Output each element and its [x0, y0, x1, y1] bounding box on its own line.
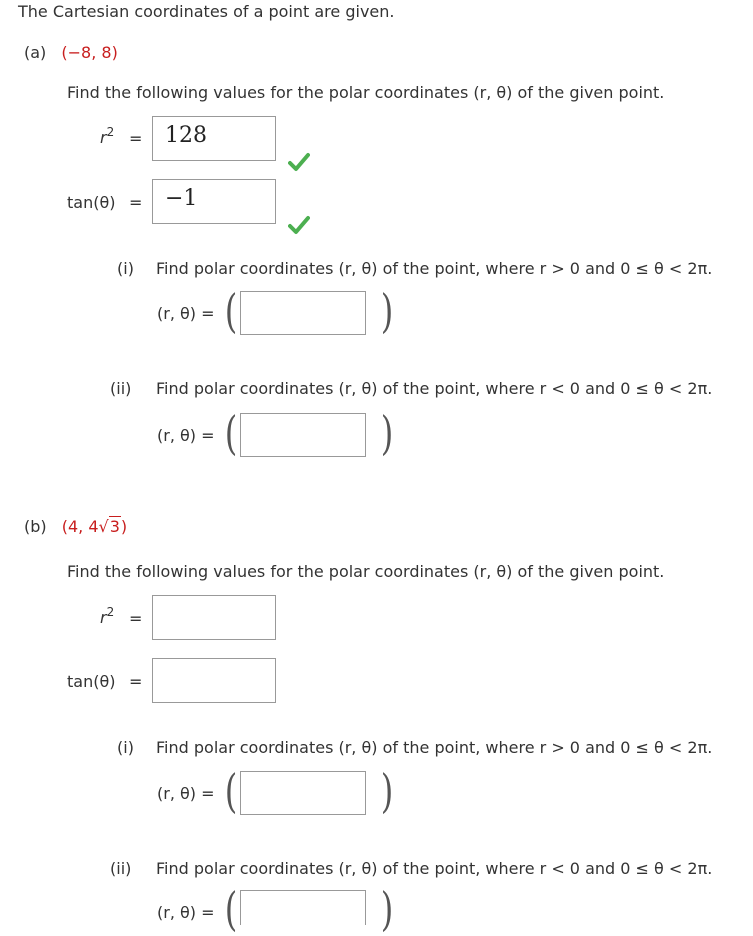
part-b-find-text: Find the following values for the polar coordinates (r, θ) of the given point.	[67, 562, 665, 581]
part-a-ii-open-paren: (	[224, 406, 238, 460]
part-b-i-num: (i)	[117, 738, 134, 757]
part-b-tan-input[interactable]	[152, 658, 276, 703]
part-a-point: (−8, 8)	[61, 43, 118, 62]
part-a-tan-input[interactable]: −1	[152, 179, 276, 224]
intro-text: The Cartesian coordinates of a point are given.	[18, 2, 395, 21]
part-b-i-input[interactable]	[240, 771, 366, 815]
part-b-i-close-paren: )	[380, 764, 394, 818]
part-a-i-close-paren: )	[380, 284, 394, 338]
part-a-r2-input[interactable]: 128	[152, 116, 276, 161]
part-a-r2-equals: =	[129, 129, 143, 148]
part-a-i-prompt: Find polar coordinates (r, θ) of the point, where r > 0 and 0 ≤ θ < 2π.	[156, 259, 713, 278]
part-a-i-open-paren: (	[224, 284, 238, 338]
part-b-point: (4, 4√3)	[61, 517, 128, 536]
part-b-r2-equals: =	[129, 609, 143, 628]
part-a-find-text: Find the following values for the polar coordinates (r, θ) of the given point.	[67, 83, 665, 102]
part-a-ii-close-paren: )	[380, 406, 394, 460]
part-b-tan-label: tan(θ)	[67, 672, 116, 691]
part-b-i-coord-label: (r, θ) =	[157, 784, 215, 803]
part-a-header	[24, 43, 118, 62]
part-b-i-open-paren: (	[224, 764, 238, 818]
part-a-tan-check-icon	[288, 215, 310, 235]
part-a-ii-prompt: Find polar coordinates (r, θ) of the point, where r < 0 and 0 ≤ θ < 2π.	[156, 379, 713, 398]
part-b-ii-close-paren: )	[380, 882, 394, 936]
part-a-r2-check-icon	[288, 152, 310, 172]
part-a-tan-equals: =	[129, 193, 143, 212]
part-a-i-coord-label: (r, θ) =	[157, 304, 215, 323]
part-a-label: (a)	[24, 43, 47, 62]
part-a-ii-input[interactable]	[240, 413, 366, 457]
part-b-r2-input[interactable]	[152, 595, 276, 640]
part-a-ii-coord-label: (r, θ) =	[157, 426, 215, 445]
part-b-ii-prompt: Find polar coordinates (r, θ) of the point, where r < 0 and 0 ≤ θ < 2π.	[156, 859, 713, 878]
part-b-ii-input[interactable]	[240, 890, 366, 925]
part-a-i-num: (i)	[117, 259, 134, 278]
part-a-tan-label: tan(θ)	[67, 193, 116, 212]
sqrt-symbol: √	[98, 517, 109, 536]
part-b-i-prompt: Find polar coordinates (r, θ) of the point, where r > 0 and 0 ≤ θ < 2π.	[156, 738, 713, 757]
part-b-ii-open-paren: (	[224, 882, 238, 936]
part-b-r2-label: $r^2$	[100, 605, 115, 627]
part-b-header	[24, 517, 127, 536]
part-b-ii-num: (ii)	[110, 859, 132, 878]
part-b-ii-coord-label: (r, θ) =	[157, 903, 215, 922]
part-a-ii-num: (ii)	[110, 379, 132, 398]
part-a-i-input[interactable]	[240, 291, 366, 335]
part-b-tan-equals: =	[129, 672, 143, 691]
part-a-r2-label: $r^2$	[100, 125, 115, 147]
part-b-label: (b)	[24, 517, 47, 536]
